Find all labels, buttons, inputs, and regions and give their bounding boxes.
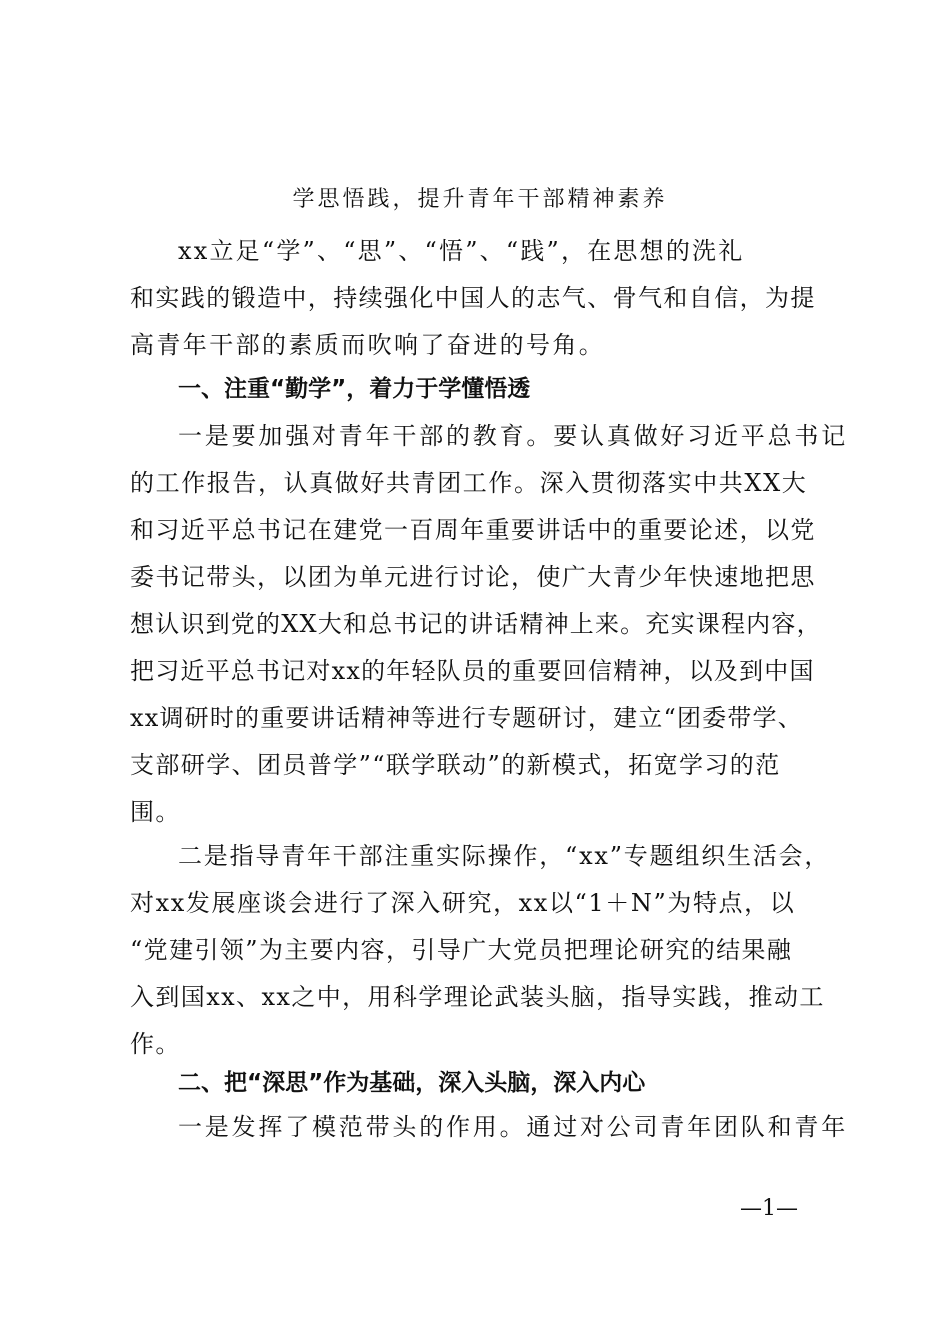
intro-line: 高青年干部的素质而吹响了奋进的号角。 bbox=[130, 331, 606, 359]
paragraph-line: 一是发挥了模范带头的作用。通过对公司青年团队和青年 bbox=[178, 1113, 848, 1141]
paragraph-line: 二是指导青年干部注重实际操作，“xx”专题组织生活会， bbox=[178, 842, 831, 870]
section-heading-1: 一、注重“勤学”，着力于学懂悟透 bbox=[178, 376, 531, 402]
paragraph-line: 支部研学、团员普学”“联学联动”的新模式，拓宽学习的范 bbox=[130, 751, 781, 779]
paragraph-line: 入到国xx、xx之中，用科学理论武装头脑，指导实践，推动工 bbox=[130, 983, 825, 1011]
paragraph-line: 对xx发展座谈会进行了深入研究，xx以“1＋N”为特点，以 bbox=[130, 889, 796, 917]
paragraph-line: 想认识到党的XX大和总书记的讲话精神上来。充实课程内容， bbox=[130, 610, 822, 638]
paragraph-line: xx调研时的重要讲话精神等进行专题研讨，建立“团委带学、 bbox=[130, 704, 803, 732]
intro-line: xx立足“学”、“思”、“悟”、“践”，在思想的洗礼 bbox=[178, 237, 745, 265]
intro-line: 和实践的锻造中，持续强化中国人的志气、骨气和自信，为提 bbox=[130, 284, 816, 312]
paragraph-line: 和习近平总书记在建党一百周年重要讲话中的重要论述，以党 bbox=[130, 516, 816, 544]
paragraph-line: 把习近平总书记对xx的年轻队员的重要回信精神，以及到中国 bbox=[130, 657, 815, 685]
paragraph-line: 的工作报告，认真做好共青团工作。深入贯彻落实中共XX大 bbox=[130, 469, 808, 497]
paragraph-line: 一是要加强对青年干部的教育。要认真做好习近平总书记 bbox=[178, 422, 848, 450]
page-number: —1— bbox=[740, 1196, 798, 1221]
paragraph-line: “党建引领”为主要内容，引导广大党员把理论研究的结果融 bbox=[130, 936, 793, 964]
document-title: 学思悟践，提升青年干部精神素养 bbox=[292, 187, 668, 212]
paragraph-line: 作。 bbox=[130, 1030, 181, 1058]
paragraph-line: 围。 bbox=[130, 798, 181, 826]
section-heading-2: 二、把“深思”作为基础，深入头脑，深入内心 bbox=[178, 1070, 646, 1096]
paragraph-line: 委书记带头，以团为单元进行讨论，使广大青少年快速地把思 bbox=[130, 563, 816, 591]
